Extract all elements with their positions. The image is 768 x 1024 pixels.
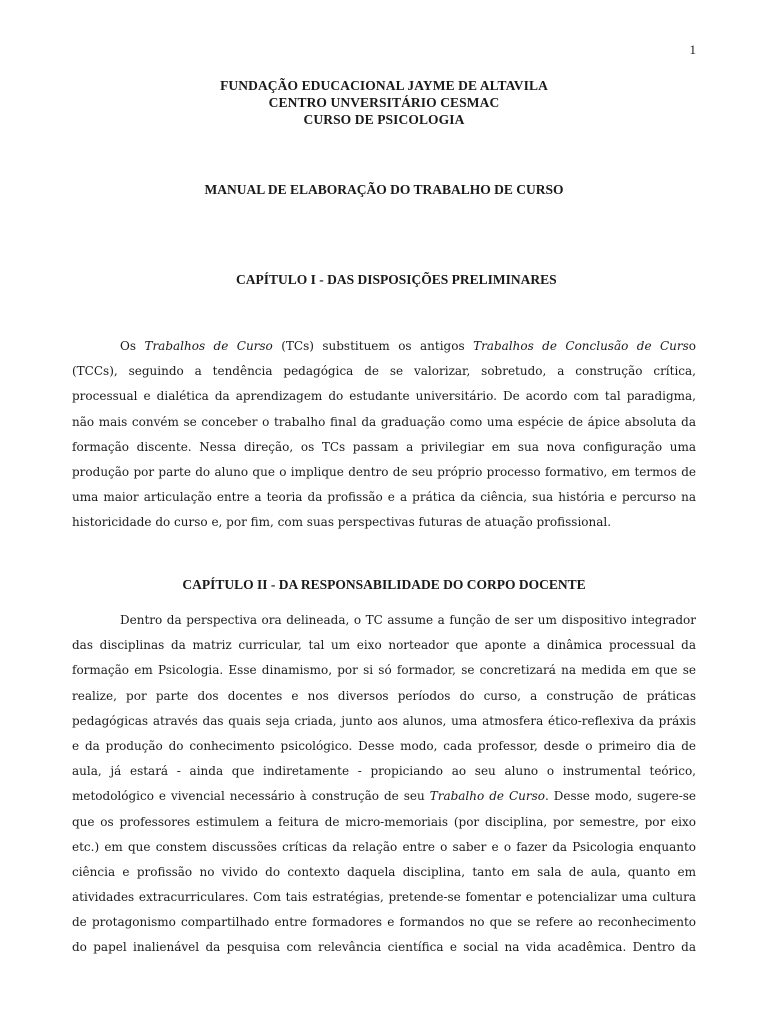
paragraph-line: metodológico e vivencial necessário à construção de seu Trabalho de Curso. Desse modo, sugere-se <box>72 789 697 804</box>
paragraph-line: realize, por parte dos docentes e nos diversos períodos do curso, a construção de práticas <box>72 688 696 703</box>
paragraph-line: historicidade do curso e, por fim, com suas perspectivas futuras de atuação profissional. <box>72 515 612 530</box>
paragraph-line: pedagógicas através das quais seja criada, junto aos alunos, uma atmosfera ético-reflexiva da práxis <box>72 713 696 728</box>
course-name: CURSO DE PSICOLOGIA <box>303 112 465 127</box>
chapter-1-title: CAPÍTULO I - DAS DISPOSIÇÕES PRELIMINARES <box>236 272 557 287</box>
chapter-2-paragraph <box>72 608 696 961</box>
paragraph-line: do papel inalienável da pesquisa com relevância científica e social na vida acadêmica. Dentro da <box>72 940 696 955</box>
paragraph-line: atividades extracurriculares. Com tais estratégias, pretende-se fomentar e potencializar uma cultura <box>72 890 696 905</box>
document-header <box>0 77 768 128</box>
paragraph-line: etc.) em que constem discussões críticas da relação entre o saber e o fazer da Psicologia enquanto <box>72 839 696 854</box>
paragraph-line: e da produção do conhecimento psicológico. Desse modo, cada professor, desde o primeiro dia de <box>72 738 696 753</box>
paragraph-line: aula, já estará - ainda que indiretamente - propiciando ao seu aluno o instrumental teórico, <box>72 764 696 779</box>
paragraph-line: de protagonismo compartilhado entre formadores e formandos no que se refere ao reconhecimento <box>72 915 696 930</box>
paragraph-line: processual e dialética da aprendizagem do estudante universitário. De acordo com tal paradigma, <box>72 389 696 404</box>
chapter-2-title: CAPÍTULO II - DA RESPONSABILIDADE DO CORPO DOCENTE <box>182 577 586 592</box>
paragraph-line: formação discente. Nessa direção, os TCs passam a privilegiar em sua nova configuração uma <box>72 439 696 454</box>
university-center-name: CENTRO UNVERSITÁRIO CESMAC <box>268 95 500 110</box>
paragraph-line: que os professores estimulem a feitura de micro-memoriais (por disciplina, por semestre, por eixo <box>72 814 696 829</box>
paragraph-line: produção por parte do aluno que o implique dentro de seu próprio processo formativo, em termos de <box>72 464 696 479</box>
paragraph-line: ciência e profissão no vivido do contexto daquela disciplina, tanto em sala de aula, quanto em <box>72 864 696 879</box>
chapter-1-paragraph <box>72 334 696 536</box>
paragraph-line: Dentro da perspectiva ora delineada, o TC assume a função de ser um dispositivo integrador <box>120 613 696 627</box>
page-number: 1 <box>689 42 696 57</box>
italic-term: Trabalhos de Conclusão de Curs <box>473 339 689 353</box>
paragraph-line: Os Trabalhos de Curso (TCs) substituem os antigos Trabalhos de Conclusão de Curso <box>120 339 697 353</box>
italic-term: Trabalhos de Curso <box>144 339 273 353</box>
manual-title: MANUAL DE ELABORAÇÃO DO TRABALHO DE CURSO <box>204 182 564 197</box>
italic-term: Trabalho de Curso <box>429 789 545 804</box>
paragraph-line: não mais convém se conceber o trabalho final da graduação como uma espécie de ápice absoluta da <box>72 414 696 429</box>
paragraph-line: formação em Psicologia. Esse dinamismo, por si só formador, se concretizará na medida em que se <box>72 663 696 678</box>
paragraph-line: uma maior articulação entre a teoria da profissão e a prática da ciência, sua história e percurso na <box>72 490 696 505</box>
institution-name: FUNDAÇÃO EDUCACIONAL JAYME DE ALTAVILA <box>220 78 548 93</box>
paragraph-line: das disciplinas da matriz curricular, tal um eixo norteador que aponte a dinâmica processual da <box>72 638 696 653</box>
paragraph-line: (TCCs), seguindo a tendência pedagógica de se valorizar, sobretudo, a construção crítica, <box>72 364 696 379</box>
